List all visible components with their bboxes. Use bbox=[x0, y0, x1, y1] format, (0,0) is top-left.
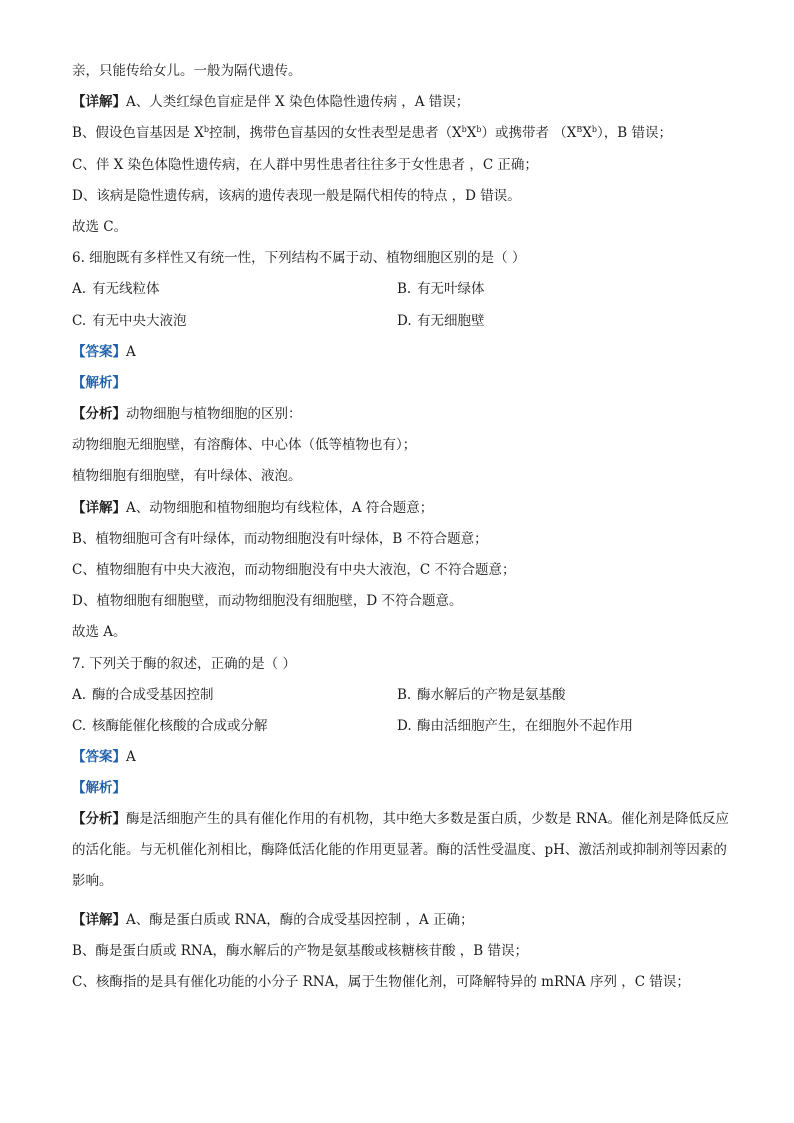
document-page bbox=[72, 62, 732, 1004]
question-6-analysis-heading bbox=[72, 374, 732, 392]
question-7-answer bbox=[72, 748, 732, 766]
text-line bbox=[72, 623, 732, 641]
option-letter: A. bbox=[72, 281, 87, 298]
paragraph-text: A、酶是蛋白质或 RNA，酶的合成受基因控制 ，A 正确； bbox=[126, 911, 474, 928]
question-7-stem bbox=[72, 655, 732, 673]
option-letter: B. bbox=[397, 686, 412, 703]
text-line bbox=[72, 942, 732, 960]
analysis-tag: 【解析】 bbox=[72, 780, 126, 797]
question-6-options-row-2 bbox=[72, 312, 732, 330]
paragraph-text: 酶是活细胞产生的具有催化作用的有机物，其中绝大多数是蛋白质，少数是 RNA。催化剂是降低反应的活化能。与无机催化剂相比，酶降低活化能的作用更显著。酶的活性受温度、pH、激活剂或抑制剂等因素的影响。 bbox=[72, 810, 730, 890]
text-line bbox=[72, 124, 732, 142]
option-text: 酶的合成受基因控制 bbox=[92, 686, 214, 703]
text-line bbox=[72, 156, 732, 174]
paragraph-text: A、动物细胞和植物细胞均有线粒体，A 符合题意； bbox=[126, 499, 434, 516]
superscript: b bbox=[476, 125, 482, 135]
conclusion-text: 故选 C。 bbox=[72, 218, 128, 235]
answer-value: A bbox=[126, 343, 136, 360]
paragraph-text: C、植物细胞有中央大液泡，而动物细胞没有中央大液泡，C 不符合题意； bbox=[72, 562, 516, 578]
answer-value: A bbox=[126, 749, 136, 766]
question-6-options-row-1 bbox=[72, 280, 732, 298]
paragraph-text: B、酶是蛋白质或 RNA，酶水解后的产物是氨基酸或核糖核苷酸 ，B 错误； bbox=[72, 942, 528, 959]
conclusion-text: 故选 A。 bbox=[72, 624, 127, 641]
paragraph-text: 控制，携带色盲基因的女性表型是患者（X bbox=[208, 125, 462, 142]
text-line bbox=[72, 499, 732, 517]
option-a bbox=[72, 280, 397, 298]
question-text: 6. 细胞既有多样性又有统一性，下列结构不属于动、植物细胞区别的是（ ） bbox=[72, 250, 526, 267]
paragraph-text: B、假设色盲基因是 X bbox=[72, 125, 204, 142]
analysis-tag: 【解析】 bbox=[72, 374, 126, 391]
question-6-stem bbox=[72, 249, 732, 267]
paragraph-text: X bbox=[466, 125, 477, 142]
paragraph-text: 植物细胞有细胞壁，有叶绿体、液泡。 bbox=[72, 468, 302, 485]
option-letter: C. bbox=[72, 717, 87, 734]
text-line bbox=[72, 405, 732, 423]
superscript: b bbox=[461, 125, 467, 135]
option-text: 有无中央大液泡 bbox=[92, 312, 187, 329]
paragraph-text: B、植物细胞可含有叶绿体，而动物细胞没有叶绿体，B 不符合题意； bbox=[72, 530, 488, 547]
paragraph-text: 动物细胞与植物细胞的区别： bbox=[126, 406, 302, 423]
text-line bbox=[72, 973, 732, 991]
option-b bbox=[397, 686, 566, 704]
question-7-analysis-heading bbox=[72, 779, 732, 797]
text-line bbox=[72, 436, 732, 454]
superscript: b bbox=[591, 125, 597, 135]
analysis-sub-tag: 【分析】 bbox=[72, 406, 126, 423]
paragraph-text: X bbox=[582, 125, 592, 142]
option-text: 酶水解后的产物是氨基酸 bbox=[417, 686, 566, 703]
option-a bbox=[72, 686, 397, 704]
option-letter: B. bbox=[397, 281, 412, 298]
option-text: 有无细胞壁 bbox=[417, 312, 485, 329]
option-d bbox=[397, 717, 633, 735]
option-letter: C. bbox=[72, 312, 87, 329]
option-text: 酶由活细胞产生，在细胞外不起作用 bbox=[417, 717, 633, 734]
answer-tag: 【答案】 bbox=[72, 749, 126, 766]
text-line bbox=[72, 218, 732, 236]
option-letter: A. bbox=[72, 686, 87, 703]
text-line bbox=[72, 561, 732, 579]
detail-tag: 【详解】 bbox=[72, 499, 126, 516]
option-d bbox=[397, 312, 485, 330]
paragraph-text: C、伴 X 染色体隐性遗传病，在人群中男性患者往往多于女性患者 ，C 正确； bbox=[72, 156, 538, 173]
option-c bbox=[72, 717, 397, 735]
option-letter: D. bbox=[397, 717, 412, 734]
superscript: B bbox=[576, 125, 583, 135]
paragraph-text: ），B 错误； bbox=[597, 125, 672, 142]
text-line bbox=[72, 911, 732, 929]
text-line bbox=[72, 467, 732, 485]
text-paragraph bbox=[72, 804, 732, 898]
text-line bbox=[72, 93, 732, 111]
paragraph-text: A、人类红绿色盲症是伴 X 染色体隐性遗传病 ，A 错误； bbox=[126, 94, 470, 111]
paragraph-text: 亲，只能传给女儿。一般为隔代遗传。 bbox=[72, 63, 302, 79]
question-6-answer bbox=[72, 343, 732, 361]
option-text: 核酶能催化核酸的合成或分解 bbox=[92, 717, 268, 734]
answer-tag: 【答案】 bbox=[72, 343, 126, 360]
paragraph-text: C、核酶指的是具有催化功能的小分子 RNA，属于生物催化剂，可降解特异的 mRNA 序列 ，C 错误； bbox=[72, 974, 690, 991]
option-text: 有无线粒体 bbox=[92, 281, 160, 298]
question-text: 7. 下列关于酶的叙述，正确的是（ ） bbox=[72, 655, 296, 672]
option-text: 有无叶绿体 bbox=[417, 281, 485, 298]
paragraph-text: 动物细胞无细胞壁，有溶酶体、中心体（低等植物也有）； bbox=[72, 437, 417, 454]
analysis-sub-tag: 【分析】 bbox=[72, 810, 126, 827]
paragraph-text: D、植物细胞有细胞壁，而动物细胞没有细胞壁，D 不符合题意。 bbox=[72, 593, 463, 610]
text-line bbox=[72, 592, 732, 610]
question-7-options-row-2 bbox=[72, 717, 732, 735]
detail-tag: 【详解】 bbox=[72, 911, 126, 928]
text-line bbox=[72, 530, 732, 548]
option-b bbox=[397, 280, 485, 298]
paragraph-text: ）或携带者 （X bbox=[481, 125, 577, 142]
option-letter: D. bbox=[397, 312, 412, 329]
text-line bbox=[72, 187, 732, 205]
detail-tag: 【详解】 bbox=[72, 94, 126, 111]
option-c bbox=[72, 312, 397, 330]
superscript: b bbox=[203, 125, 209, 135]
question-7-options-row-1 bbox=[72, 686, 732, 704]
paragraph-text: D、该病是隐性遗传病，该病的遗传表现一般是隔代相传的特点 ，D 错误。 bbox=[72, 187, 521, 204]
text-line bbox=[72, 62, 732, 80]
